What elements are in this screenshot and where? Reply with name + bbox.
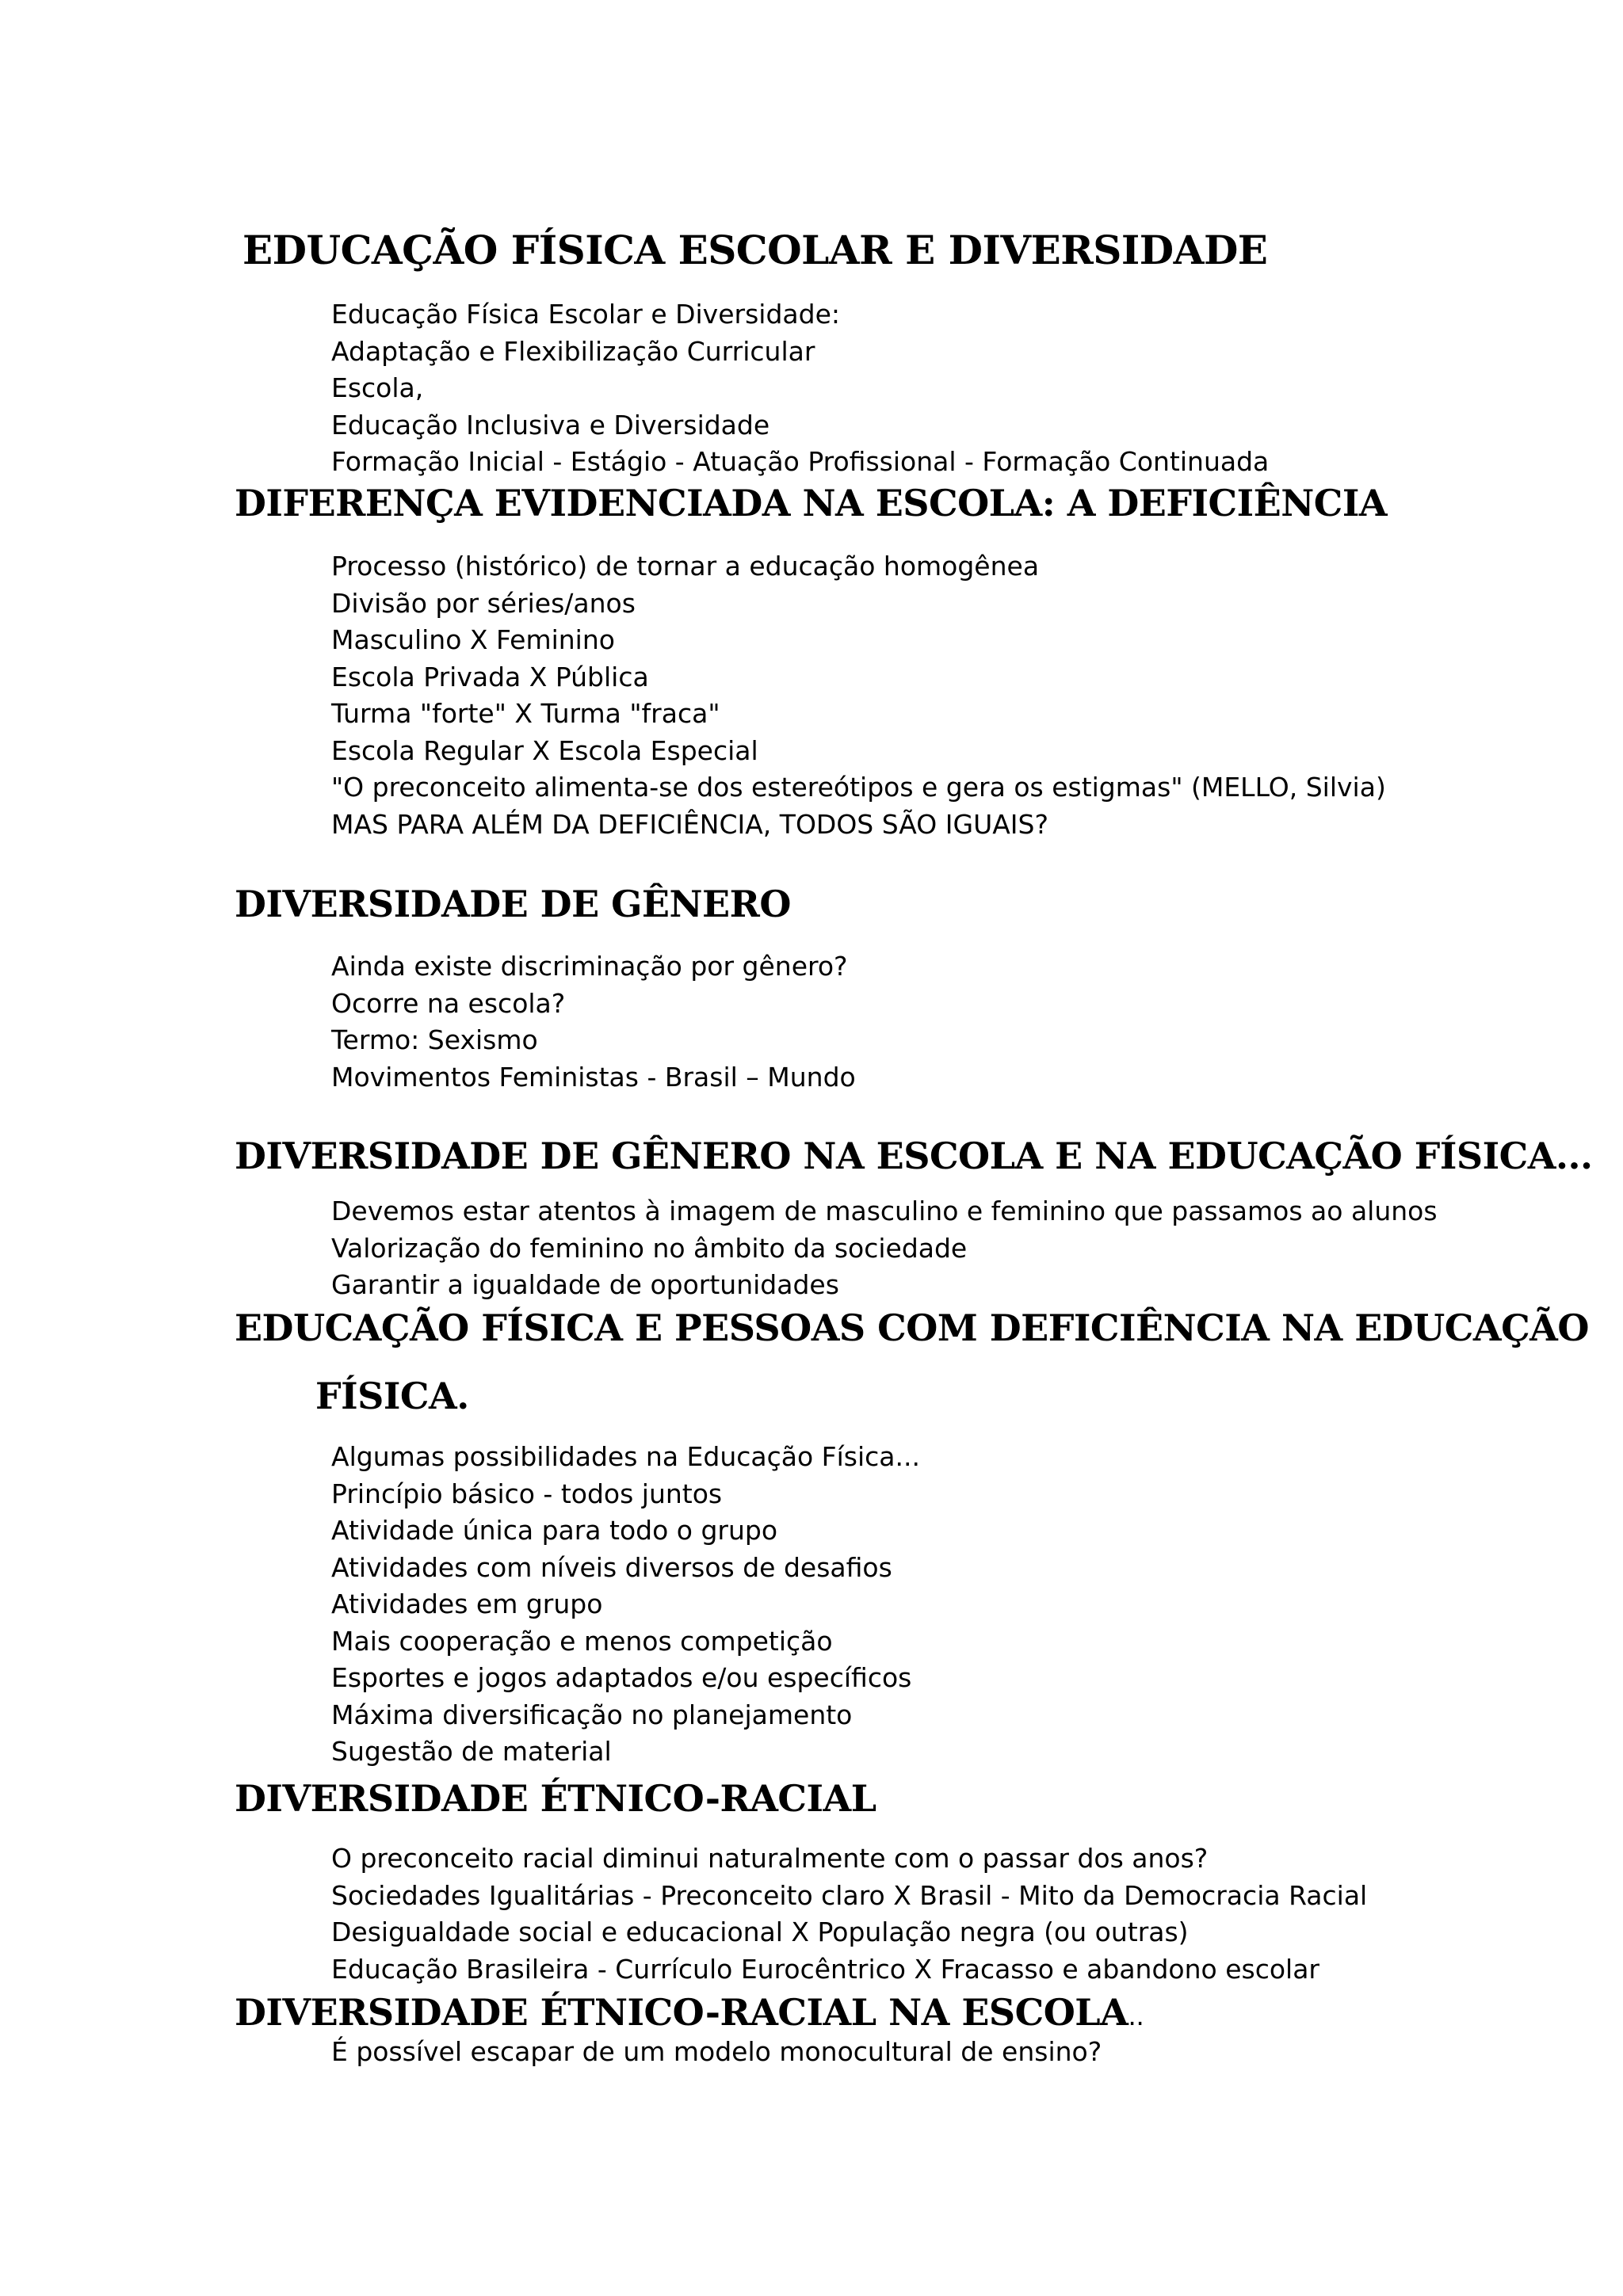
section-heading-text: DIVERSIDADE ÉTNICO-RACIAL NA ESCOLA bbox=[235, 1991, 1128, 2034]
list-item: Esportes e jogos adaptados e/ou específicos bbox=[331, 1662, 912, 1693]
list-item: Educação Brasileira - Currículo Eurocêntrico X Fracasso e abandono escolar bbox=[331, 1953, 1319, 1985]
list-item: Princípio básico - todos juntos bbox=[331, 1478, 723, 1509]
section-5-list bbox=[331, 1439, 920, 1771]
list-item: Escola Regular X Escola Especial bbox=[331, 734, 758, 766]
list-item: MAS PARA ALÉM DA DEFICIÊNCIA, TODOS SÃO IGUAIS? bbox=[331, 808, 1048, 840]
section-heading-continuation: FÍSICA. bbox=[315, 1375, 469, 1417]
list-item: Movimentos Feministas - Brasil – Mundo bbox=[331, 1061, 856, 1093]
list-item: Divisão por séries/anos bbox=[331, 587, 636, 619]
list-item: Atividade única para todo o grupo bbox=[331, 1515, 778, 1546]
list-item: Sociedades Igualitárias - Preconceito claro X Brasil - Mito da Democracia Racial bbox=[331, 1879, 1368, 1911]
list-item: Educação Física Escolar e Diversidade: bbox=[331, 299, 840, 330]
section-3-list bbox=[331, 948, 856, 1096]
list-item: Formação Inicial - Estágio - Atuação Profissional - Formação Continuada bbox=[331, 446, 1270, 477]
list-item: "O preconceito alimenta-se dos estereótipos e gera os estigmas" (MELLO, Silvia) bbox=[331, 772, 1386, 803]
section-heading: DIVERSIDADE DE GÊNERO NA ESCOLA E NA EDUCAÇÃO FÍSICA... bbox=[235, 1135, 1593, 1177]
section-heading: DIVERSIDADE DE GÊNERO bbox=[235, 883, 791, 925]
section-2-list bbox=[331, 548, 1386, 843]
list-item: Ocorre na escola? bbox=[331, 987, 566, 1019]
list-item: Turma "forte" X Turma "fraca" bbox=[331, 698, 720, 729]
list-item: Ainda existe discriminação por gênero? bbox=[331, 951, 848, 982]
list-item: Atividades com níveis diversos de desafios bbox=[331, 1551, 892, 1583]
list-item: Educação Inclusiva e Diversidade bbox=[331, 409, 770, 441]
list-item: Valorização do feminino no âmbito da sociedade bbox=[331, 1232, 968, 1264]
list-item: Desigualdade social e educacional X População negra (ou outras) bbox=[331, 1917, 1189, 1947]
list-item: Sugestão de material bbox=[331, 1736, 612, 1767]
list-item: Escola, bbox=[331, 372, 424, 403]
list-item: Atividades em grupo bbox=[331, 1589, 603, 1619]
list-item: Escola Privada X Pública bbox=[331, 661, 649, 692]
list-item: Devemos estar atentos à imagem de masculino e feminino que passamos ao alunos bbox=[331, 1196, 1438, 1226]
section-7-list bbox=[331, 2034, 1102, 2071]
list-item: Termo: Sexismo bbox=[331, 1024, 538, 1055]
list-item: Adaptação e Flexibilização Curricular bbox=[331, 335, 815, 367]
section-heading: DIVERSIDADE ÉTNICO-RACIAL bbox=[235, 1777, 876, 1820]
list-item: Máxima diversificação no planejamento bbox=[331, 1699, 853, 1730]
section-4-list bbox=[331, 1193, 1438, 1304]
list-item: Mais cooperação e menos competição bbox=[331, 1625, 833, 1657]
section-heading-tail: .. bbox=[1128, 2000, 1144, 2031]
section-heading: EDUCAÇÃO FÍSICA E PESSOAS COM DEFICIÊNCIA NA EDUCAÇÃO bbox=[235, 1306, 1589, 1349]
section-6-list bbox=[331, 1840, 1367, 1988]
list-item: Masculino X Feminino bbox=[331, 624, 615, 655]
section-heading: DIFERENÇA EVIDENCIADA NA ESCOLA: A DEFICIÊNCIA bbox=[235, 482, 1388, 524]
list-item: Algumas possibilidades na Educação Física... bbox=[331, 1441, 920, 1472]
section-heading bbox=[235, 1990, 1144, 2039]
list-item: Garantir a igualdade de oportunidades bbox=[331, 1269, 839, 1300]
list-item: O preconceito racial diminui naturalmente com o passar dos anos? bbox=[331, 1843, 1209, 1874]
list-item: É possível escapar de um modelo monocultural de ensino? bbox=[331, 2036, 1102, 2067]
main-title: EDUCAÇÃO FÍSICA ESCOLAR E DIVERSIDADE bbox=[242, 227, 1268, 273]
list-item: Processo (histórico) de tornar a educação homogênea bbox=[331, 551, 1040, 582]
section-1-list bbox=[331, 296, 1269, 481]
